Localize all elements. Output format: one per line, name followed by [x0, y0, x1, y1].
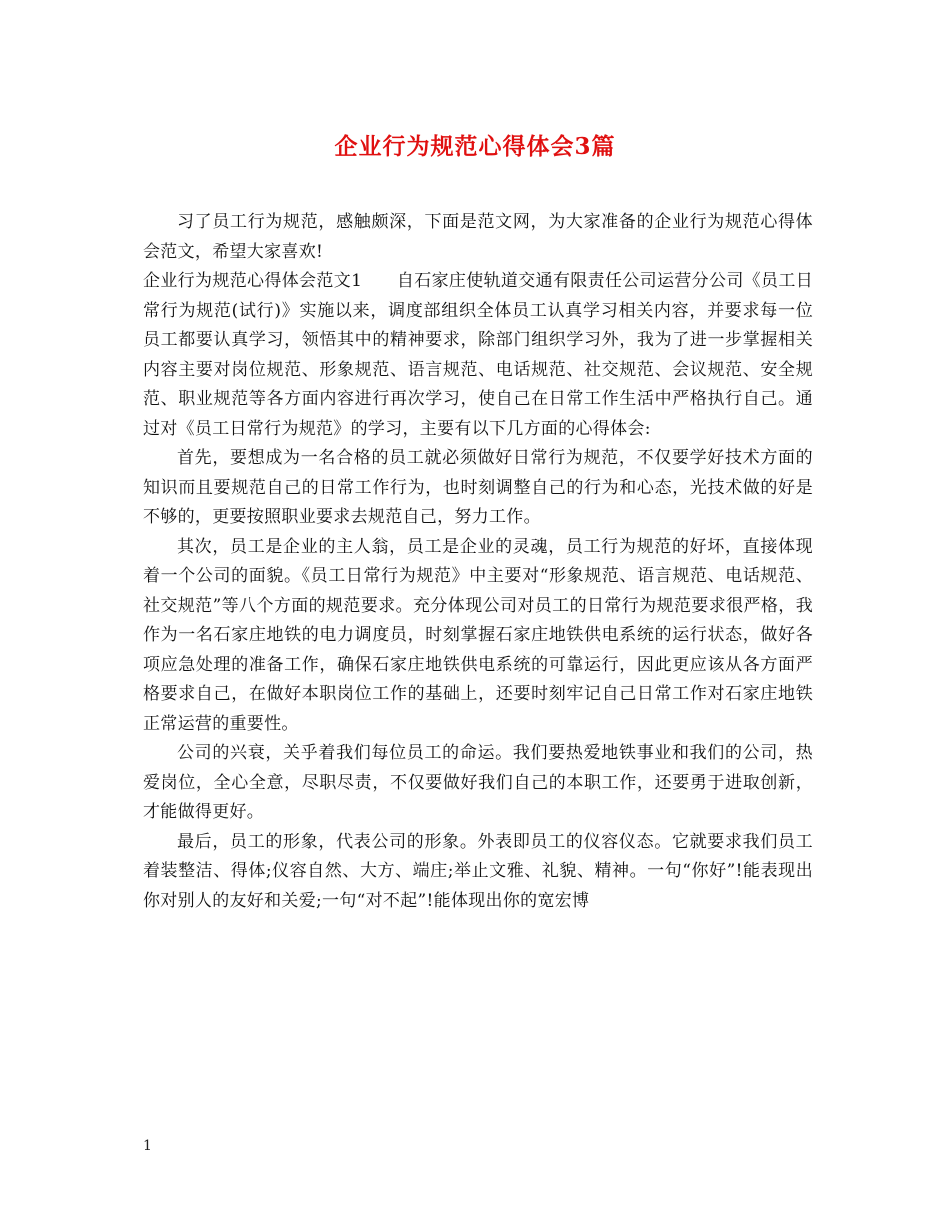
paragraph-company: 公司的兴衰，关乎着我们每位员工的命运。我们要热爱地铁事业和我们的公司，热爱岗位，全心全意，尽职尽责，不仅要做好我们自己的本职工作，还要勇于进取创新，才能做得更好。: [143, 743, 813, 822]
page-number: 1: [143, 1138, 152, 1154]
section-heading-paragraph: 企业行为规范心得体会范文1 自石家庄使轨道交通有限责任公司运营分公司《员工日常行为规范(试行)》实施以来，调度部组织全体员工认真学习相关内容，并要求每一位员工都要认真学习，领悟其中的精神要求，除部门组织学习外，我为了进一步掌握相关内容主要对岗位规范、形象规范、语言规范、电话规范、社交规范、会议规范、安全规范、职业规范等各方面内容进行再次学习，使自己在日常工作生活中严格执行自己。通过对《员工日常行为规范》的学习，主要有以下几方面的心得体会:: [143, 271, 813, 439]
document-title: 企业行为规范心得体会3篇: [334, 133, 616, 160]
paragraph-second: 其次，员工是企业的主人翁，员工是企业的灵魂，员工行为规范的好坏，直接体现着一个公司的面貌。《员工日常行为规范》中主要对“形象规范、语言规范、电话规范、社交规范”等八个方面的规范要求。充分体现公司对员工的日常行为规范要求很严格，我作为一名石家庄地铁的电力调度员，时刻掌握石家庄地铁供电系统的运行状态，做好各项应急处理的准备工作，确保石家庄地铁供电系统的可靠运行，因此更应该从各方面严格要求自己，在做好本职岗位工作的基础上，还要时刻牢记自己日常工作对石家庄地铁正常运营的重要性。: [143, 536, 813, 734]
paragraph-first: 首先，要想成为一名合格的员工就必须做好日常行为规范，不仅要学好技术方面的知识而且要规范自己的日常工作行为，也时刻调整自己的行为和心态，光技术做的好是不够的，更要按照职业要求去规范自己，努力工作。: [143, 448, 813, 527]
document-body: [143, 208, 813, 916]
paragraph-last: 最后，员工的形象，代表公司的形象。外表即员工的仪容仪态。它就要求我们员工着装整洁、得体;仪容自然、大方、端庄;举止文雅、礼貌、精神。一句“你好”!能表现出你对别人的友好和关爱;一句“对不起”!能体现出你的宽宏博: [143, 831, 813, 911]
intro-paragraph: 习了员工行为规范，感触颇深，下面是范文网，为大家准备的企业行为规范心得体会范文，希望大家喜欢!: [143, 212, 813, 262]
